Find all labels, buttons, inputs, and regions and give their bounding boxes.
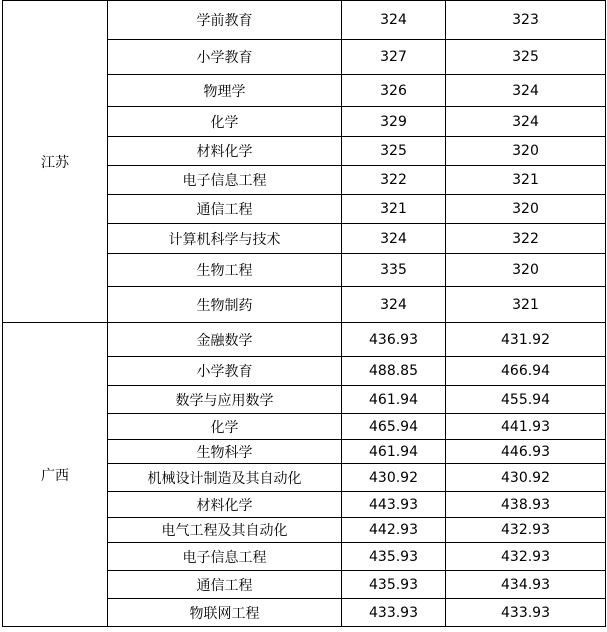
major-cell: 电子信息工程 — [108, 543, 342, 571]
score-cell-1: 435.93 — [342, 571, 446, 599]
score-cell-2: 438.93 — [446, 492, 606, 518]
major-cell: 化学 — [108, 414, 342, 440]
major-cell: 电子信息工程 — [108, 166, 342, 195]
score-cell-2: 432.93 — [446, 518, 606, 543]
table-row — [3, 323, 606, 357]
major-cell: 生物科学 — [108, 440, 342, 464]
score-cell-1: 461.94 — [342, 440, 446, 464]
score-cell-2: 446.93 — [446, 440, 606, 464]
major-cell: 计算机科学与技术 — [108, 224, 342, 254]
score-cell-1: 461.94 — [342, 386, 446, 414]
score-cell-2: 324 — [446, 107, 606, 137]
score-cell-2: 466.94 — [446, 357, 606, 386]
score-cell-2: 455.94 — [446, 386, 606, 414]
score-cell-2: 325 — [446, 40, 606, 75]
score-cell-2: 320 — [446, 137, 606, 166]
score-cell-1: 324 — [342, 287, 446, 323]
province-cell: 江苏 — [3, 1, 108, 323]
score-cell-2: 432.93 — [446, 543, 606, 571]
score-cell-2: 324 — [446, 75, 606, 107]
major-cell: 小学教育 — [108, 357, 342, 386]
score-cell-1: 327 — [342, 40, 446, 75]
major-cell: 电气工程及其自动化 — [108, 518, 342, 543]
score-cell-1: 325 — [342, 137, 446, 166]
major-cell: 数学与应用数学 — [108, 386, 342, 414]
major-cell: 材料化学 — [108, 492, 342, 518]
major-cell: 生物制药 — [108, 287, 342, 323]
score-cell-1: 321 — [342, 195, 446, 224]
admission-score-table — [2, 0, 606, 627]
major-cell: 物联网工程 — [108, 599, 342, 627]
score-cell-1: 430.92 — [342, 464, 446, 492]
score-cell-1: 433.93 — [342, 599, 446, 627]
major-cell: 化学 — [108, 107, 342, 137]
score-cell-2: 320 — [446, 254, 606, 287]
major-cell: 物理学 — [108, 75, 342, 107]
major-cell: 学前教育 — [108, 1, 342, 40]
score-cell-2: 322 — [446, 224, 606, 254]
major-cell: 金融数学 — [108, 323, 342, 357]
table-body — [3, 1, 606, 627]
score-cell-2: 321 — [446, 166, 606, 195]
score-cell-1: 488.85 — [342, 357, 446, 386]
score-cell-2: 323 — [446, 1, 606, 40]
score-cell-2: 320 — [446, 195, 606, 224]
score-cell-1: 335 — [342, 254, 446, 287]
score-cell-2: 431.92 — [446, 323, 606, 357]
score-cell-1: 442.93 — [342, 518, 446, 543]
score-cell-2: 433.93 — [446, 599, 606, 627]
province-cell: 广西 — [3, 323, 108, 627]
major-cell: 生物工程 — [108, 254, 342, 287]
major-cell: 通信工程 — [108, 571, 342, 599]
table-row — [3, 1, 606, 40]
major-cell: 材料化学 — [108, 137, 342, 166]
score-cell-2: 434.93 — [446, 571, 606, 599]
score-cell-1: 436.93 — [342, 323, 446, 357]
score-cell-1: 435.93 — [342, 543, 446, 571]
score-cell-1: 322 — [342, 166, 446, 195]
major-cell: 通信工程 — [108, 195, 342, 224]
major-cell: 机械设计制造及其自动化 — [108, 464, 342, 492]
score-cell-2: 321 — [446, 287, 606, 323]
score-cell-1: 465.94 — [342, 414, 446, 440]
score-cell-1: 326 — [342, 75, 446, 107]
score-cell-1: 324 — [342, 1, 446, 40]
score-cell-1: 443.93 — [342, 492, 446, 518]
score-cell-2: 430.92 — [446, 464, 606, 492]
major-cell: 小学教育 — [108, 40, 342, 75]
score-cell-1: 324 — [342, 224, 446, 254]
score-cell-2: 441.93 — [446, 414, 606, 440]
score-cell-1: 329 — [342, 107, 446, 137]
